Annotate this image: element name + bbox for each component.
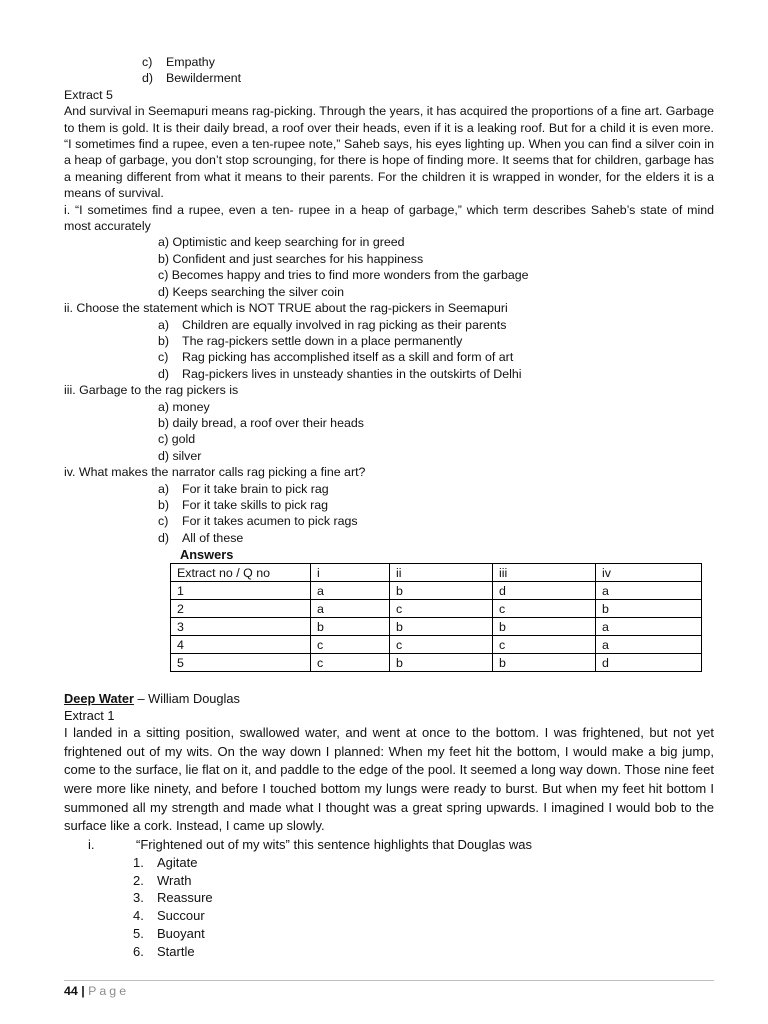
table-cell: b	[311, 618, 390, 636]
table-cell: d	[596, 654, 702, 672]
list-item: 2. Wrath	[133, 872, 192, 888]
table-cell: 1	[171, 582, 311, 600]
q2-option-a: a) Children are equally involved in rag picking as their parents	[158, 317, 507, 332]
table-cell: b	[493, 618, 596, 636]
q3-option-c: c) gold	[158, 432, 196, 447]
deep-water-passage: I landed in a sitting position, swallowed water, and went at once to the bottom. I was frightened, but not yet frightened out of my wits. On the way down I planned: When my feet hit the bottom, I would make a big jump, come to the surface, lie flat on it, and paddle to the edge of the pool. It seemed a long way down. Those nine feet were more like ninety, and before I touched bottom my lungs were ready to burst. But when my feet hit bottom I summoned all my strength and made what I thought was a great spring upwards. I imagined I would bob to the surface like a cork. Instead, I came up slowly.	[64, 725, 714, 834]
table-row	[171, 582, 702, 600]
table-row	[171, 654, 702, 672]
table-cell: c	[493, 636, 596, 654]
extract5-heading: Extract 5	[64, 87, 113, 102]
answers-header-cell: ii	[390, 564, 493, 582]
table-cell: 4	[171, 636, 311, 654]
chapter-title: Deep Water	[64, 691, 134, 707]
table-cell: 5	[171, 654, 311, 672]
table-cell: a	[596, 636, 702, 654]
q2-option-d: d) Rag-pickers lives in unsteady shanties in the outskirts of Delhi	[158, 366, 522, 381]
table-row	[171, 600, 702, 618]
deep-water-q1: i. “Frightened out of my wits” this sentence highlights that Douglas was	[88, 836, 532, 852]
list-item: 4. Succour	[133, 908, 205, 924]
section-title	[64, 690, 714, 707]
table-cell: a	[596, 582, 702, 600]
table-cell: b	[390, 582, 493, 600]
table-cell: c	[493, 600, 596, 618]
q4-option-d: d) All of these	[158, 530, 244, 545]
extract5-q1: i. “I sometimes find a rupee, even a ten- rupee in a heap of garbage,” which term describes Saheb’s state of mind most accurately	[64, 202, 714, 234]
extract5-q2: ii. Choose the statement which is NOT TRUE about the rag-pickers in Seemapuri	[64, 301, 508, 316]
table-cell: a	[311, 600, 390, 618]
table-cell: d	[493, 582, 596, 600]
q4-option-c: c) For it takes acumen to pick rags	[158, 514, 358, 529]
page-footer	[64, 980, 714, 998]
list-item: 5. Buoyant	[133, 925, 205, 941]
table-cell: c	[311, 654, 390, 672]
table-row	[171, 618, 702, 636]
q1-option-b: b) Confident and just searches for his happiness	[158, 251, 424, 266]
section-gap	[64, 672, 714, 690]
table-cell: c	[390, 600, 493, 618]
list-item: 6. Startle	[133, 943, 195, 959]
extract5-passage: And survival in Seemapuri means rag-picking. Through the years, it has acquired the proportions of a fine art. Garbage to them is gold. It is their daily bread, a roof over their heads, even if it is a leaking roof. But for a child it is even more. “I sometimes find a rupee, even a ten-rupee note,” Saheb says, his eyes lighting up. When you can find a silver coin in a heap of garbage, you don’t stop scrounging, for there is hope of finding more. It seems that for children, garbage has a meaning different from what it means to their parents. For the children it is wrapped in wonder, for the elders it is a means of survival.	[64, 104, 714, 201]
answers-header-cell: iii	[493, 564, 596, 582]
extract5-q4: iv. What makes the narrator calls rag picking a fine art?	[64, 465, 366, 480]
table-row	[171, 636, 702, 654]
answers-heading: Answers	[180, 547, 234, 563]
q1-option-c: c) Becomes happy and tries to find more wonders from the garbage	[158, 268, 529, 283]
prev-option-d: d) Bewilderment	[142, 71, 242, 86]
table-cell: a	[311, 582, 390, 600]
answers-table	[170, 563, 702, 672]
answers-header-cell: iv	[596, 564, 702, 582]
table-cell: b	[493, 654, 596, 672]
document-page	[64, 54, 714, 961]
deep-water-extract-heading: Extract 1	[64, 708, 115, 724]
prev-option-c: c) Empathy	[142, 55, 215, 69]
footer-separator: |	[77, 984, 89, 998]
table-cell: 2	[171, 600, 311, 618]
answers-header-row	[171, 564, 702, 582]
page-word: Page	[88, 984, 130, 998]
table-cell: a	[596, 618, 702, 636]
table-cell: b	[390, 654, 493, 672]
table-cell: b	[596, 600, 702, 618]
table-cell: c	[311, 636, 390, 654]
page-number: 44	[64, 984, 78, 998]
table-cell: b	[390, 618, 493, 636]
list-item: 1. Agitate	[133, 854, 198, 870]
answers-header-cell: Extract no / Q no	[171, 564, 311, 582]
answers-header-cell: i	[311, 564, 390, 582]
q2-option-b: b) The rag-pickers settle down in a place permanently	[158, 333, 463, 348]
q1-option-d: d) Keeps searching the silver coin	[158, 284, 344, 299]
extract5-q3: iii. Garbage to the rag pickers is	[64, 383, 239, 398]
table-cell: c	[390, 636, 493, 654]
q3-option-a: a) money	[158, 399, 210, 414]
list-item: 3. Reassure	[133, 890, 213, 906]
q3-option-b: b) daily bread, a roof over their heads	[158, 415, 364, 430]
q3-option-d: d) silver	[158, 448, 202, 463]
table-cell: 3	[171, 618, 311, 636]
q4-option-b: b) For it take skills to pick rag	[158, 497, 328, 512]
chapter-author: – William Douglas	[133, 691, 240, 707]
q2-option-c: c) Rag picking has accomplished itself as a skill and form of art	[158, 350, 514, 365]
q4-option-a: a) For it take brain to pick rag	[158, 481, 329, 496]
deep-water-q1-options	[64, 854, 714, 961]
q1-option-a: a) Optimistic and keep searching for in greed	[158, 235, 405, 250]
